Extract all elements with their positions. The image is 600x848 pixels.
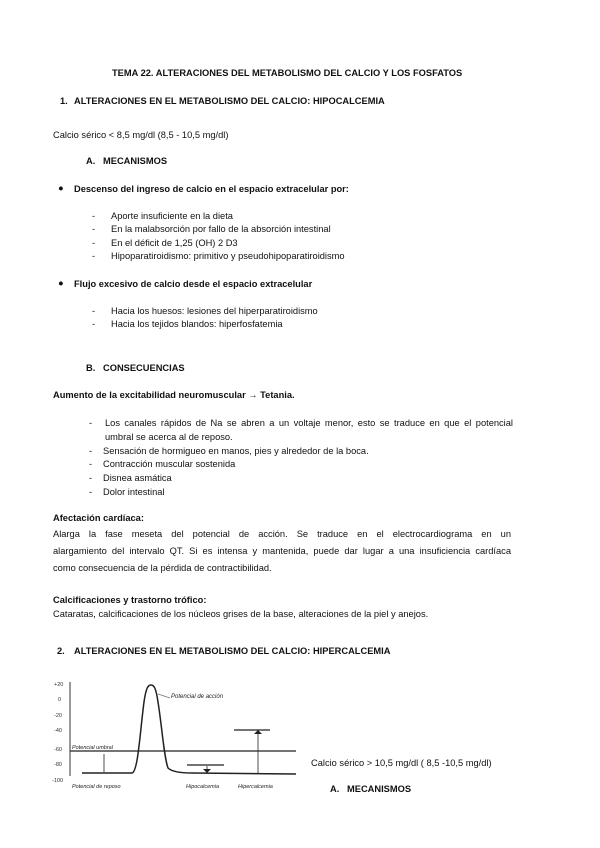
action-potential-figure bbox=[52, 672, 302, 798]
y-tick: -60 bbox=[54, 747, 62, 753]
bullet-dot-icon: ● bbox=[58, 183, 64, 193]
label-rest: Potencial de reposo bbox=[72, 784, 121, 790]
label-threshold: Potencial umbral bbox=[72, 745, 113, 751]
calcif-text: Cataratas, calcificaciones de los núcleos grises de la base, alteraciones de la piel y anejos. bbox=[53, 609, 429, 619]
dash-icon: - bbox=[89, 459, 93, 469]
excitability-line: Aumento de la excitabilidad neuromuscular → Tetania. bbox=[53, 390, 295, 400]
dash-icon: - bbox=[89, 473, 93, 483]
cardiac-paragraph bbox=[53, 526, 511, 578]
section2-subA-letter: A. bbox=[330, 784, 340, 794]
section1-heading: ALTERACIONES EN EL METABOLISMO DEL CALCIO: HIPOCALCEMIA bbox=[74, 96, 385, 106]
dash-icon: - bbox=[89, 487, 93, 497]
dash-icon: - bbox=[92, 238, 96, 248]
section1-number: 1. bbox=[60, 96, 68, 106]
bullet2-text: Flujo excesivo de calcio desde el espacio extracelular bbox=[74, 279, 313, 289]
section1-subB-heading: CONSECUENCIAS bbox=[103, 363, 185, 373]
list-item: En la malabsorción por fallo de la absorción intestinal bbox=[111, 224, 331, 234]
cardiac-line: alargamiento del intervalo QT. Si es intensa y mantenida, puede dar lugar a una insuficiencia cardíaca bbox=[53, 546, 511, 557]
list-item: Hacia los huesos: lesiones del hiperparatiroidismo bbox=[111, 306, 318, 316]
section1-subA-heading: MECANISMOS bbox=[103, 156, 168, 166]
list-item: Disnea asmática bbox=[103, 473, 172, 483]
y-tick: -40 bbox=[54, 728, 62, 734]
label-action-potential: Potencial de acción bbox=[171, 694, 224, 700]
section2-heading: ALTERACIONES EN EL METABOLISMO DEL CALCIO: HIPERCALCEMIA bbox=[74, 646, 391, 656]
bullet1-text: Descenso del ingreso de calcio en el espacio extracelular por: bbox=[74, 184, 349, 194]
list-item: Aporte insuficiente en la dieta bbox=[111, 211, 233, 221]
section2-number: 2. bbox=[57, 646, 65, 656]
y-tick: -20 bbox=[54, 713, 62, 719]
list-item: En el déficit de 1,25 (OH) 2 D3 bbox=[111, 238, 238, 248]
list-item: Los canales rápidos de Na se abren a un voltaje menor, esto se traduce en que el potencial bbox=[105, 418, 513, 428]
cardiac-line: Alarga la fase meseta del potencial de acción. Se traduce en el electrocardiograma en un bbox=[53, 529, 511, 539]
section2-serum-range: Calcio sérico > 10,5 mg/dl ( 8,5 -10,5 mg/dl) bbox=[311, 758, 492, 768]
label-hypercalcemia: Hipercalcemia bbox=[238, 784, 273, 790]
list-item: umbral se acerca al de reposo. bbox=[105, 432, 233, 442]
section1-subA-letter: A. bbox=[86, 156, 96, 166]
document-title: TEMA 22. ALTERACIONES DEL METABOLISMO DEL CALCIO Y LOS FOSFATOS bbox=[112, 68, 463, 78]
list-item: Hacia los tejidos blandos: hiperfosfatemia bbox=[111, 319, 283, 329]
dash-icon: - bbox=[92, 224, 96, 234]
y-tick: -100 bbox=[52, 778, 64, 784]
cardiac-heading: Afectación cardíaca: bbox=[53, 513, 144, 523]
dash-icon: - bbox=[92, 251, 96, 261]
label-hypocalcemia: Hipocalcemia bbox=[186, 784, 220, 790]
dash-icon: - bbox=[89, 418, 93, 428]
cardiac-line: como consecuencia de la pérdida de contractibilidad. bbox=[53, 563, 272, 574]
y-tick: -80 bbox=[54, 762, 62, 768]
dash-icon: - bbox=[92, 319, 96, 329]
list-item: Contracción muscular sostenida bbox=[103, 459, 236, 469]
section1-subB-letter: B. bbox=[86, 363, 96, 373]
y-tick: 0 bbox=[58, 697, 62, 703]
dash-icon: - bbox=[89, 446, 93, 456]
list-item: Hipoparatiroidismo: primitivo y pseudohipoparatiroidismo bbox=[111, 251, 345, 261]
section1-serum-range: Calcio sérico < 8,5 mg/dl (8,5 - 10,5 mg/dl) bbox=[53, 130, 229, 140]
dash-icon: - bbox=[92, 306, 96, 316]
bullet-dot-icon: ● bbox=[58, 278, 64, 288]
y-tick: +20 bbox=[54, 682, 64, 688]
list-item: Dolor intestinal bbox=[103, 487, 165, 497]
dash-icon: - bbox=[92, 211, 96, 221]
list-item: Sensación de hormigueo en manos, pies y alrededor de la boca. bbox=[103, 446, 369, 456]
section2-subA-heading: MECANISMOS bbox=[347, 784, 412, 794]
calcif-heading: Calcificaciones y trastorno trófico: bbox=[53, 595, 207, 605]
